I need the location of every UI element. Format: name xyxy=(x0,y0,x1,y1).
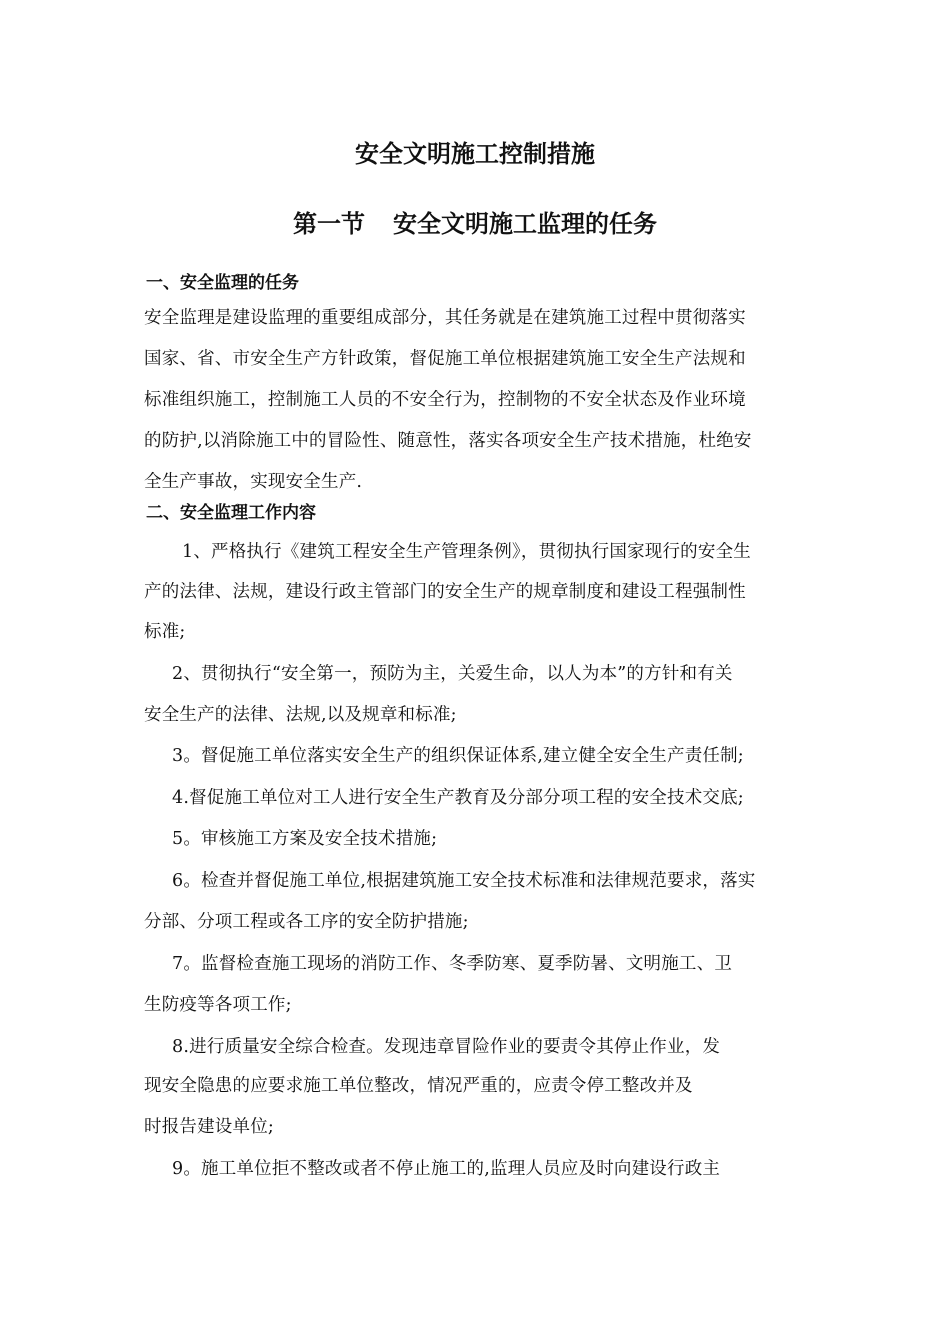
list-item-line: 9。施工单位拒不整改或者不停止施工的,监理人员应及时向建设行政主 xyxy=(172,1159,721,1179)
section-label: 第一节 xyxy=(293,210,365,238)
paragraph-line: 国家、省、市安全生产方针政策，督促施工单位根据建筑施工安全生产法规和 xyxy=(144,349,746,369)
list-item-line: 生防疫等各项工作; xyxy=(144,995,292,1015)
list-item-line: 2、贯彻执行“安全第一，预防为主，关爱生命，以人为本”的方针和有关 xyxy=(172,664,733,684)
list-item-line: 分部、分项工程或各工序的安全防护措施; xyxy=(144,912,469,932)
paragraph-line: 安全监理是建设监理的重要组成部分，其任务就是在建筑施工过程中贯彻落实 xyxy=(144,308,746,328)
list-item-line: 安全生产的法律、法规,以及规章和标准; xyxy=(144,705,457,725)
document-title: 安全文明施工控制措施 xyxy=(355,140,595,168)
part1-heading: 一、安全监理的任务 xyxy=(146,273,299,293)
list-item-line: 时报告建设单位; xyxy=(144,1117,274,1137)
paragraph-line: 标准组织施工，控制施工人员的不安全行为，控制物的不安全状态及作业环境 xyxy=(144,390,746,410)
list-item-line: 3。督促施工单位落实安全生产的组织保证体系,建立健全安全生产责任制; xyxy=(172,746,744,766)
list-item-line: 现安全隐患的应要求施工单位整改，情况严重的，应责令停工整改并及 xyxy=(144,1076,693,1096)
list-item-line: 标准; xyxy=(144,622,186,642)
list-item-line: 8.进行质量安全综合检查。发现违章冒险作业的要责令其停止作业，发 xyxy=(172,1037,721,1057)
section-heading: 安全文明施工监理的任务 xyxy=(393,210,657,238)
paragraph-line: 全生产事故，实现安全生产. xyxy=(144,472,363,492)
part2-heading: 二、安全监理工作内容 xyxy=(146,503,316,523)
list-item-line: 1、严格执行《建筑工程安全生产管理条例》，贯彻执行国家现行的安全生 xyxy=(182,542,751,562)
section-title xyxy=(0,204,950,239)
list-item-line: 4.督促施工单位对工人进行安全生产教育及分部分项工程的安全技术交底; xyxy=(172,788,744,808)
list-item-line: 6。检查并督促施工单位,根据建筑施工安全技术标准和法律规范要求，落实 xyxy=(172,871,756,891)
list-item-line: 7。监督检查施工现场的消防工作、冬季防寒、夏季防暑、文明施工、卫 xyxy=(172,954,733,974)
list-item-line: 产的法律、法规，建设行政主管部门的安全生产的规章制度和建设工程强制性 xyxy=(144,582,746,602)
paragraph-line: 的防护,以消除施工中的冒险性、随意性，落实各项安全生产技术措施，杜绝安 xyxy=(144,431,752,451)
list-item-line: 5。审核施工方案及安全技术措施; xyxy=(172,829,438,849)
